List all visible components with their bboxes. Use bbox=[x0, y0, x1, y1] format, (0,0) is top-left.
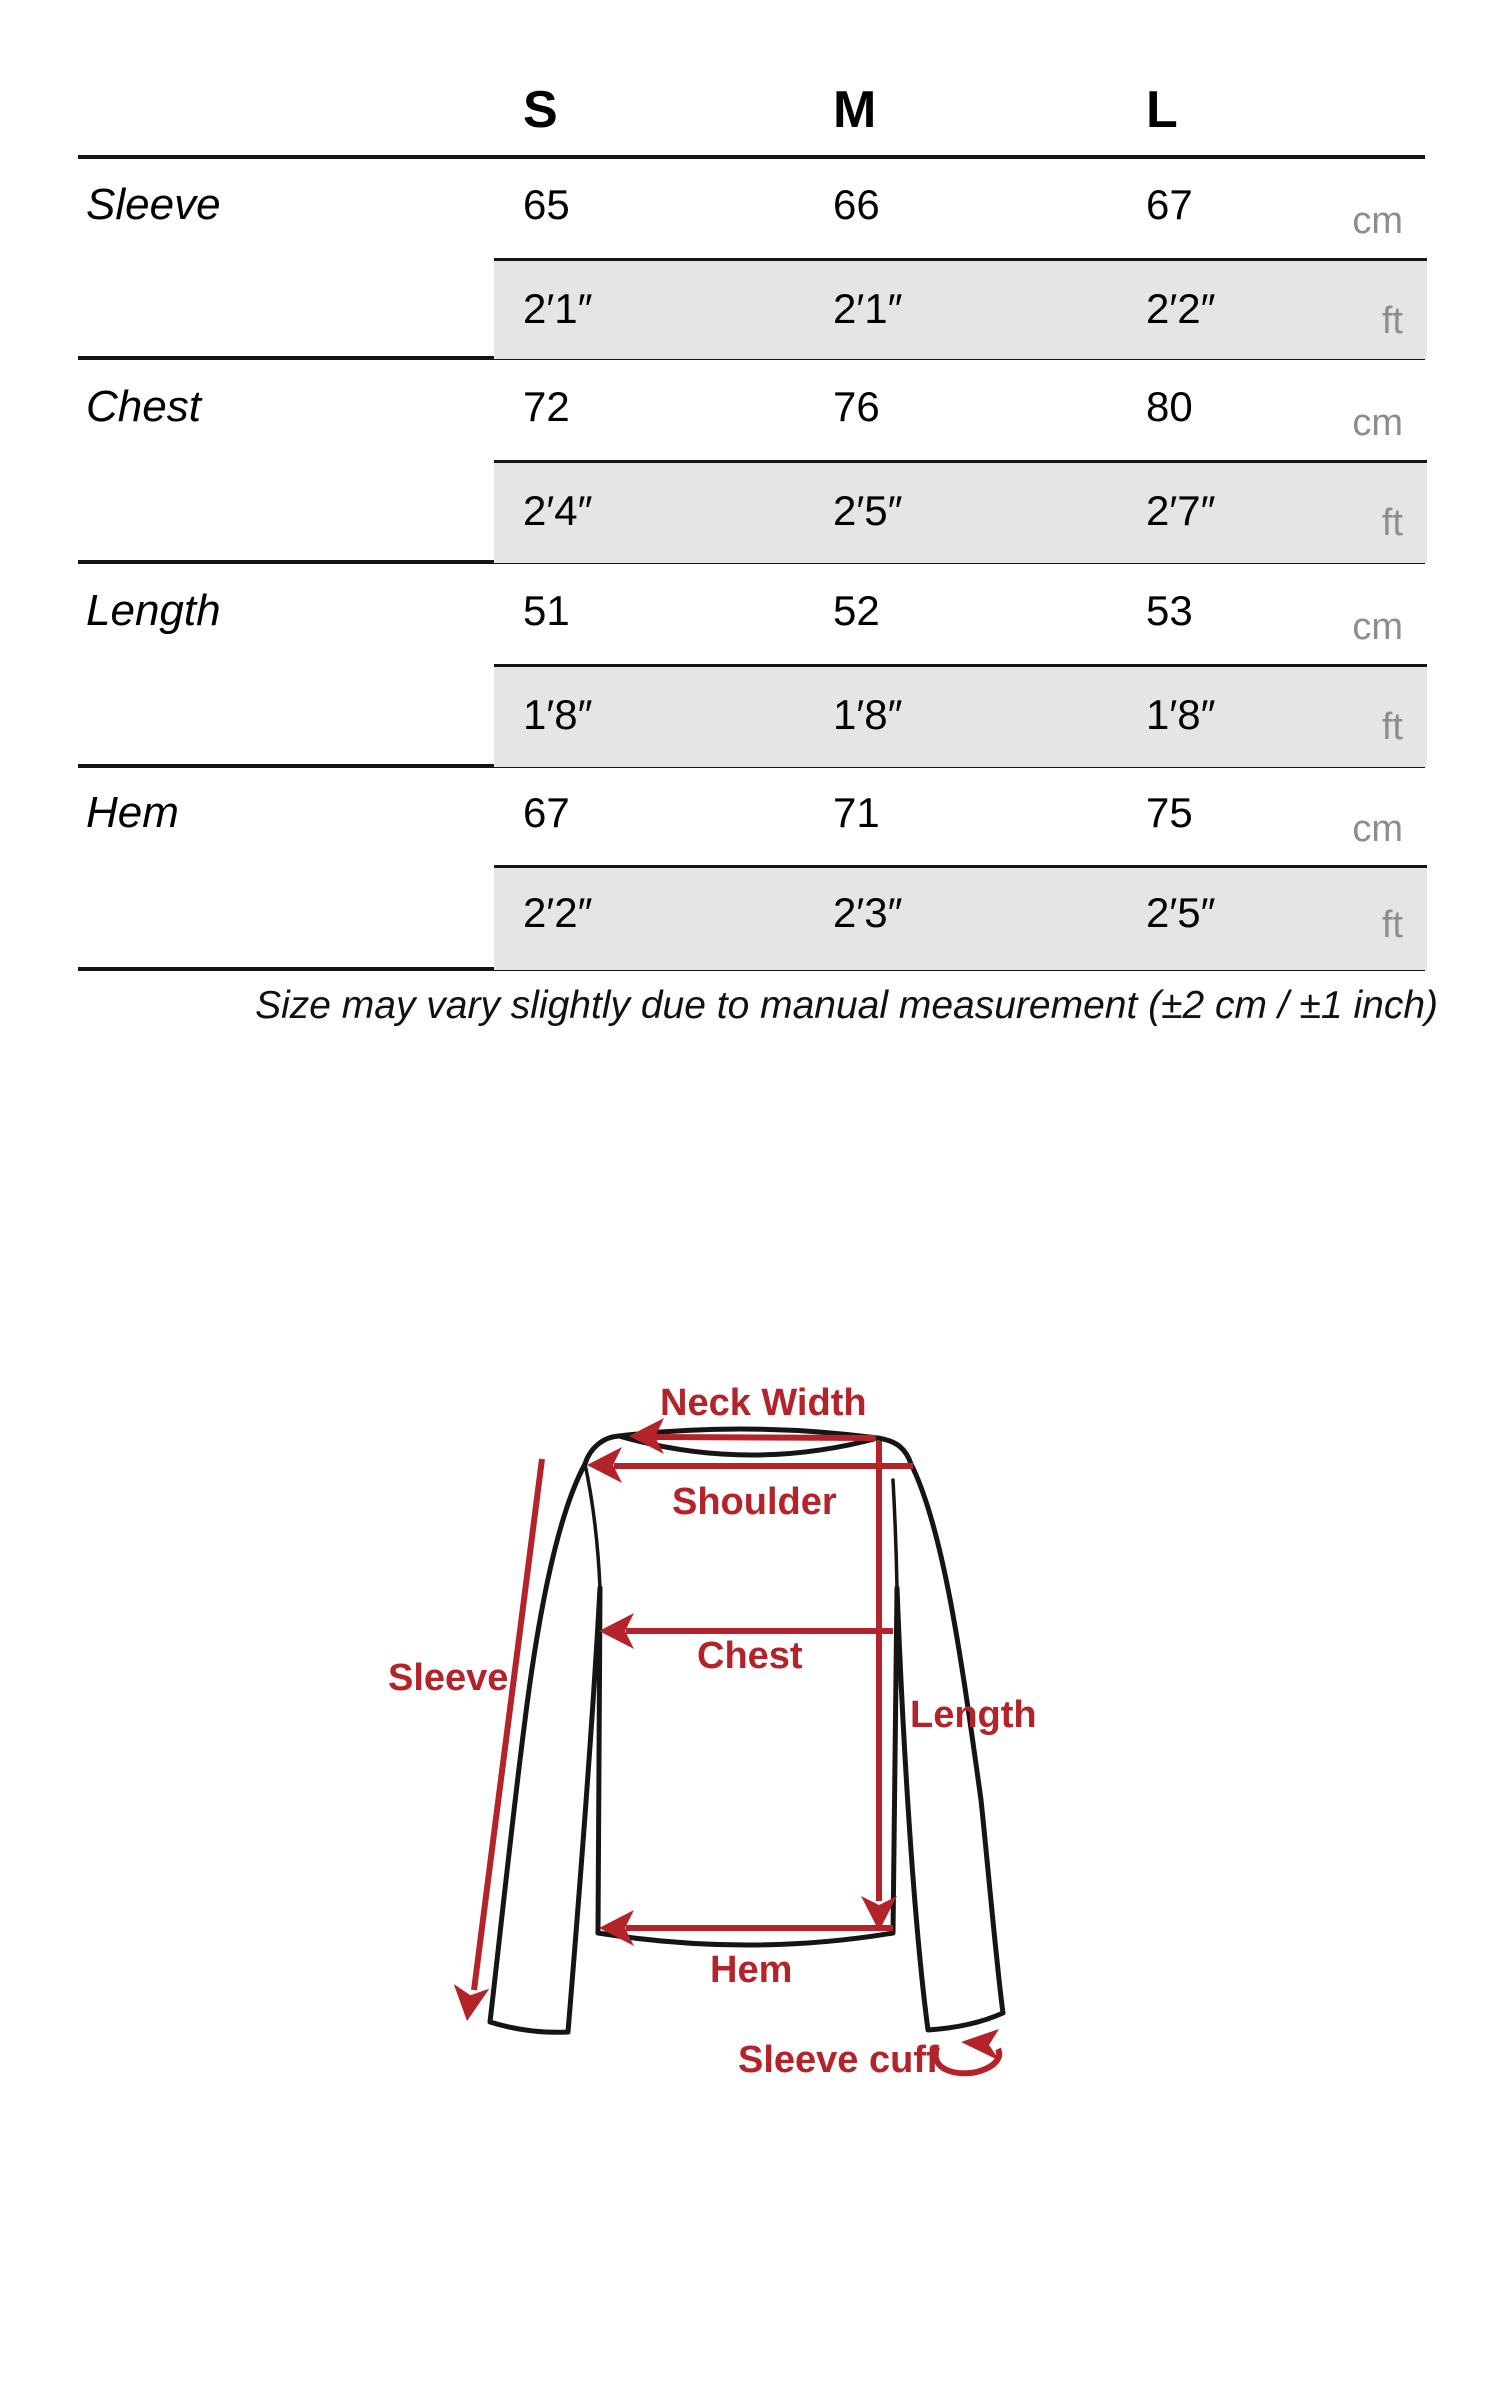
unit-ft: ft bbox=[1381, 300, 1403, 342]
label-length: Length bbox=[910, 1694, 1037, 1736]
size-header-l: L bbox=[1146, 81, 1178, 139]
unit-ft: ft bbox=[1381, 904, 1403, 946]
chest-ft-s: 2′4″ bbox=[523, 487, 593, 534]
size-header-m: M bbox=[833, 81, 877, 139]
ft-band-hem bbox=[494, 865, 1427, 970]
size-header-s: S bbox=[523, 81, 558, 139]
length-ft-m: 1′8″ bbox=[833, 691, 903, 738]
length-cm-s: 51 bbox=[523, 587, 570, 634]
row-label-hem: Hem bbox=[86, 788, 179, 837]
unit-cm: cm bbox=[1352, 606, 1403, 648]
neck-width-arrow bbox=[652, 1437, 876, 1438]
unit-cm: cm bbox=[1352, 200, 1403, 242]
hem-cm-m: 71 bbox=[833, 789, 880, 836]
chest-cm-m: 76 bbox=[833, 383, 880, 430]
hem-ft-s: 2′2″ bbox=[523, 889, 593, 936]
hem-cm-s: 67 bbox=[523, 789, 570, 836]
measurement-tolerance-note: Size may vary slightly due to manual measurement (±2 cm / ±1 inch) bbox=[255, 984, 1438, 1027]
row-label-sleeve: Sleeve bbox=[86, 180, 221, 229]
ft-band-chest bbox=[494, 460, 1427, 563]
measurement-labels bbox=[388, 1382, 1037, 2081]
label-hem: Hem bbox=[710, 1949, 793, 1991]
label-shoulder: Shoulder bbox=[672, 1481, 837, 1523]
sleeve-ft-m: 2′1″ bbox=[833, 285, 903, 332]
sleeve-cm-m: 66 bbox=[833, 181, 880, 228]
ft-band-sleeve bbox=[494, 258, 1427, 359]
length-ft-s: 1′8″ bbox=[523, 691, 593, 738]
sleeve-cuff-curl-icon bbox=[936, 2029, 1000, 2073]
chest-ft-l: 2′7″ bbox=[1146, 487, 1216, 534]
label-sleeve: Sleeve bbox=[388, 1657, 509, 1699]
length-ft-l: 1′8″ bbox=[1146, 691, 1216, 738]
row-label-chest: Chest bbox=[86, 382, 201, 431]
chest-cm-s: 72 bbox=[523, 383, 570, 430]
hem-ft-l: 2′5″ bbox=[1146, 889, 1216, 936]
hem-ft-m: 2′3″ bbox=[833, 889, 903, 936]
unit-cm: cm bbox=[1352, 808, 1403, 850]
chest-ft-m: 2′5″ bbox=[833, 487, 903, 534]
label-chest: Chest bbox=[697, 1635, 803, 1677]
sweater-measurement-diagram bbox=[350, 1330, 1150, 2230]
table-rule bbox=[78, 155, 1425, 159]
hem-cm-l: 75 bbox=[1146, 789, 1193, 836]
sleeve-ft-s: 2′1″ bbox=[523, 285, 593, 332]
unit-ft: ft bbox=[1381, 502, 1403, 544]
length-cm-m: 52 bbox=[833, 587, 880, 634]
ft-band-length bbox=[494, 664, 1427, 767]
sleeve-arrow bbox=[474, 1459, 542, 1990]
unit-cm: cm bbox=[1352, 402, 1403, 444]
sleeve-cm-l: 67 bbox=[1146, 181, 1193, 228]
row-label-length: Length bbox=[86, 586, 221, 635]
sleeve-cm-s: 65 bbox=[523, 181, 570, 228]
sleeve-ft-l: 2′2″ bbox=[1146, 285, 1216, 332]
chest-cm-l: 80 bbox=[1146, 383, 1193, 430]
length-cm-l: 53 bbox=[1146, 587, 1193, 634]
unit-ft: ft bbox=[1381, 706, 1403, 748]
label-sleeve-cuff: Sleeve cuff bbox=[738, 2039, 939, 2081]
label-neck-width: Neck Width bbox=[660, 1382, 867, 1424]
